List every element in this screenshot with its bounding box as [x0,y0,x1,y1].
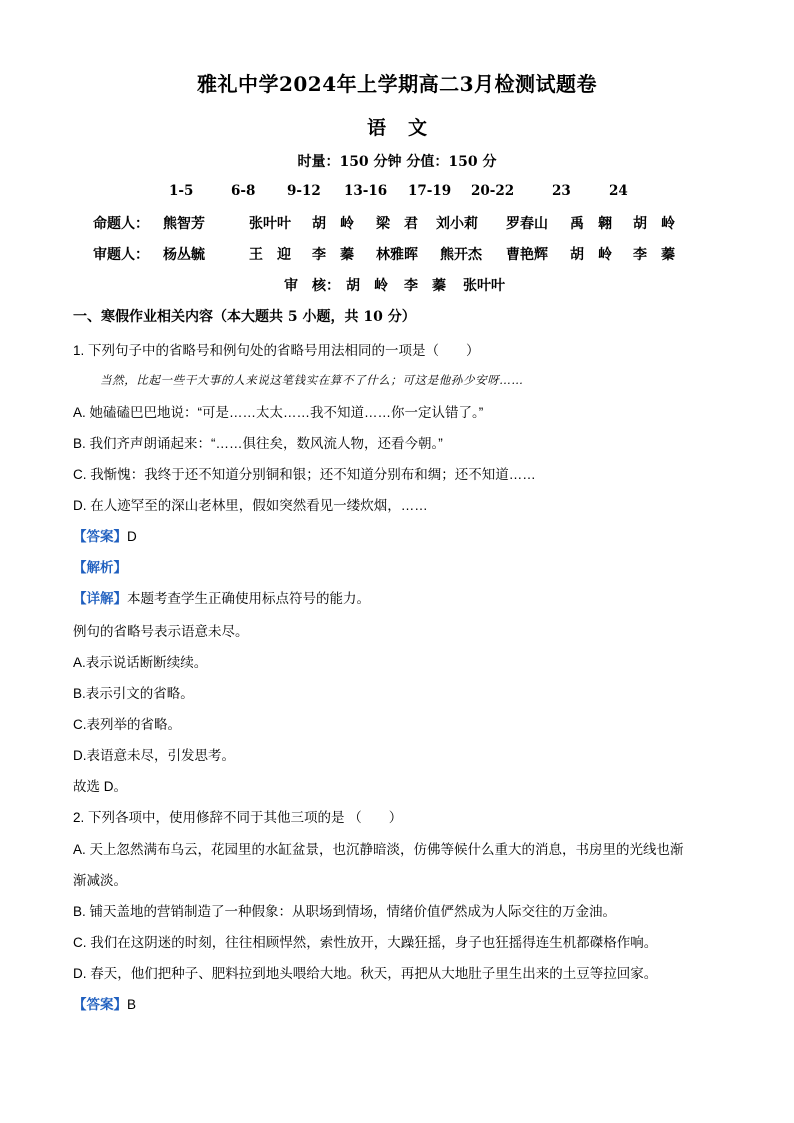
setter-name: 梁 君 [376,216,418,232]
setters-label: 命题人： [93,216,149,232]
q1-explanation: C.表列举的省略。 [73,717,181,732]
setter-name: 罗春山 [506,216,548,232]
q2-option-d: D. 春天，他们把种子、肥料拉到地头喂给大地。秋天，再把从大地肚子里生出来的土豆等拉回家。 [73,966,658,981]
setter-name: 胡 岭 [633,216,675,232]
range-label: 23 [552,183,571,199]
q1-explanation: D.表语意未尽，引发思考。 [73,748,235,763]
q2-answer [73,993,723,1013]
q1-explanation: B.表示引文的省略。 [73,686,194,701]
final-reviewer-name: 胡 岭 [346,278,388,294]
q1-example-sentence: 当然，比起一些干大事的人来说这笔钱实在算不了什么；可这是他孙少安呀…… [100,373,524,387]
final-review-label: 审 核： [284,278,340,294]
q1-option-c: C. 我惭愧：我终于还不知道分别铜和银；还不知道分别布和绸；还不知道…… [73,467,536,482]
q2-stem: 2. 下列各项中，使用修辞不同于其他三项的是 （ ） [73,810,403,825]
q2-option-b: B. 铺天盖地的营销制造了一种假象：从职场到情场，情绪价值俨然成为人际交往的万金油。 [73,904,617,919]
q1-analysis [73,556,723,576]
answer-value: D [127,529,137,544]
analysis-tag: 【解析】 [73,560,127,575]
reviewer-name: 熊开杰 [440,247,482,263]
range-label: 13-16 [344,183,388,199]
detail-text: 本题考查学生正确使用标点符号的能力。 [127,591,370,606]
answer-value: B [127,997,137,1012]
reviewer-name: 王 迎 [249,247,291,263]
q1-answer [73,525,723,545]
final-reviewer-name: 李 蓁 [404,278,446,294]
setter-name: 熊智芳 [163,216,205,232]
setter-name: 刘小莉 [436,216,478,232]
final-reviewer-name: 张叶叶 [463,278,505,294]
reviewer-name: 曹艳辉 [506,247,548,263]
range-label: 24 [609,183,628,199]
range-label: 17-19 [408,183,452,199]
q1-option-b: B. 我们齐声朗诵起来：“……俱往矣，数风流人物，还看今朝。” [73,436,443,451]
q2-option-a-continued: 渐减淡。 [73,873,127,888]
setter-name: 张叶叶 [249,216,291,232]
reviewers-label: 审题人： [93,247,149,263]
q1-explanation: A.表示说话断断续续。 [73,655,208,670]
exam-title: 雅礼中学2024年上学期高二3月检测试题卷 [196,72,598,96]
reviewer-name: 李 蓁 [633,247,675,263]
detail-tag: 【详解】 [73,591,127,606]
setter-name: 胡 岭 [312,216,354,232]
range-label: 9-12 [287,183,321,199]
range-label: 6-8 [231,183,256,199]
question-ranges-row [166,183,636,203]
answer-tag: 【答案】 [73,529,127,544]
reviewers-row [0,244,794,264]
answer-tag: 【答案】 [73,997,127,1012]
q2-option-c: C. 我们在这阴迷的时刻，往往相顾悍然，索性放开，大躁狂摇，身子也狂摇得连生机都磔格作响。 [73,935,658,950]
reviewer-name: 林雅晖 [376,247,418,263]
range-label: 20-22 [471,183,515,199]
q1-option-a: A. 她磕磕巴巴地说：“可是……太太……我不知道……你一定认错了。” [73,405,484,420]
reviewer-name: 李 蓁 [312,247,354,263]
q1-option-d: D. 在人迹罕至的深山老林里，假如突然看见一缕炊烟，…… [73,498,428,513]
setters-row [0,213,794,233]
setter-name: 禹 翱 [570,216,612,232]
time-score-info: 时量：150 分钟 分值：150 分 [297,154,497,170]
reviewer-name: 杨丛毓 [163,247,205,263]
q1-detail [73,587,723,607]
final-review-row [0,275,794,295]
q1-explanation: 例句的省略号表示语意未尽。 [73,624,249,639]
subject-title: 语文 [366,117,449,139]
q1-stem: 1. 下列句子中的省略号和例句处的省略号用法相同的一项是（ ） [73,343,480,358]
section-heading: 一、寒假作业相关内容（本大题共 5 小题，共 10 分） [73,309,416,325]
q1-conclusion: 故选 D。 [73,779,127,794]
q2-option-a: A. 天上忽然满布乌云，花园里的水缸盆景，也沉静暗淡，仿佛等候什么重大的消息，书房里的光线也渐 [73,842,684,857]
reviewer-name: 胡 岭 [570,247,612,263]
range-label: 1-5 [169,183,194,199]
